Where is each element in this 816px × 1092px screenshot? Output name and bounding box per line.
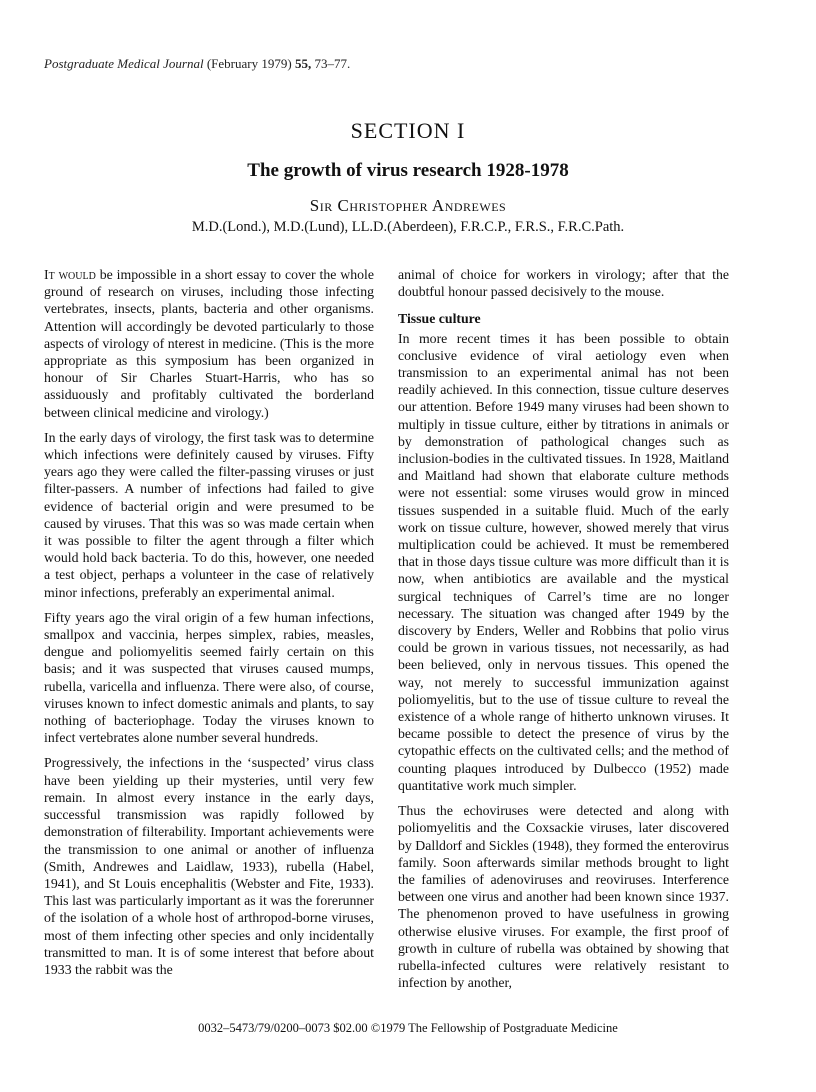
paragraph-echoviruses: Thus the echoviruses were detected and along with poliomyelitis and the Coxsackie viruses, later discovered by Dalldorf and Sickles (1948), they formed the enterovirus family. Soon afterwards similar methods brought to light the families of adenoviruses and reoviruses. Interference between one virus and another had been known since 1937. The phenomenon proved to have usefulness in growing otherwise elusive viruses. For example, the first proof of growth in culture of rubella was obtained by showing that rubella-infected cultures were relatively resistant to infection by another,	[398, 803, 729, 991]
paragraph-progress: Progressively, the infections in the ‘suspected’ virus class have been yielding up their mysteries, until very few remain. In almost every instance in the early days, successful transmission was rapidly followed by demonstration of filterability. Important achievements were the transmission to one animal or another of influenza (Smith, Andrewes and Laidlaw, 1933), rubella (Habel, 1941), and St Louis encephalitis (Webster and Fite, 1933). This last was particularly important as it was the forerunner of the isolation of a whole host of arthropod-borne viruses, most of them infecting other species and only incidentally transmitted to man. It is of some interest that before about 1933 the rabbit was the	[44, 755, 374, 977]
paragraph-intro	[44, 266, 374, 421]
journal-name: Postgraduate Medical Journal	[44, 56, 204, 71]
author-name: Sir Christopher Andrewes	[309, 196, 507, 215]
copyright-footer: 0032–5473/79/0200–0073 $02.00 ©1979 The Fellowship of Postgraduate Medicine	[198, 1021, 618, 1035]
paragraph-early-days: In the early days of virology, the first task was to determine which infections were definitely caused by viruses. Fifty years ago they were called the filter-passing viruses or just filter-passers. A number of infections had failed to give evidence of bacterial origin and were presumed to be caused by viruses. That this was so was made certain when it was possible to filter the agent through a filter which would hold back bacteria. To do this, however, one needed a test object, perhaps a volunteer in the case of relatively minor infections, preferably an experimental animal.	[44, 429, 374, 600]
right-column	[398, 266, 729, 999]
paragraph-progress-continued: animal of choice for workers in virology; after that the doubtful honour passed decisively to the mouse.	[398, 267, 729, 300]
author-qualifications: M.D.(Lond.), M.D.(Lund), LL.D.(Aberdeen), F.R.C.P., F.R.S., F.R.C.Path.	[191, 219, 625, 235]
paragraph-viral-origin: Fifty years ago the viral origin of a few human infections, smallpox and vaccinia, herpes simplex, rabies, measles, dengue and poliomyelitis seemed fairly certain on this basis; and it was suspected that viruses caused mumps, rubella, varicella and influenza. There were also, of course, viruses known to infect domestic animals and plants, to say nothing of bacteriophage. Today the viruses known to infect vertebrates alone number several hundreds.	[44, 609, 374, 746]
journal-volume: 55,	[294, 56, 312, 71]
subheading-tissue-culture: Tissue culture	[398, 311, 481, 327]
intro-text: be impossible in a short essay to cover the whole ground of research on viruses, including those infecting vertebrates, insects, plants, bacteria and other organisms. Attention will accordingly be devoted particularly to those aspects of virology of nterest in medicine. (This is the more appropriate as this symposium has been organized in honour of Sir Charles Stuart-Harris, who has so assiduously and profitably cultivated the borderland between clinical medicine and virology.)	[44, 267, 374, 420]
intro-lead: It would	[44, 267, 96, 282]
left-column	[44, 266, 374, 986]
paragraph-tissue-culture: In more recent times it has been possible to obtain conclusive evidence of viral aetiology even when transmission to an experimental animal has not been readily achieved. In this connection, tissue culture deserves our attention. Before 1949 many viruses had been shown to multiply in tissue culture, either by titrations in animals or by demonstration of pathological changes such as inclusion-bodies in the cultivated tissues. In 1928, Maitland and Maitland had shown that elaborate culture methods were not essential: some viruses would grow in minced tissues suspended in a suitable fluid. Much of the early work on tissue culture, however, showed merely that virus multiplication could be achieved. It must be remembered that in those days tissue culture was more difficult than it is now, when antibiotics are available and the mystical surgical techniques of Carrel’s time are no longer necessary. The situation was changed after 1949 by the discovery by Enders, Weller and Robbins that polio virus could be grown in various tissues, not necessarily, as had been believed, only in nervous tissues. This opened the way, not merely to successful immunization against poliomyelitis, but to the use of tissue culture to reveal the existence of a whole range of hitherto unknown viruses. It became possible to detect the presence of virus by the cytopathic effects on the cultivated cells; and the method of counting plaques introduced by Dulbecco (1952) made quantitative work much simpler.	[398, 330, 729, 793]
paper-title: The growth of virus research 1928-1978	[247, 160, 569, 181]
journal-reference	[44, 56, 350, 72]
journal-pages: 73–77.	[314, 56, 351, 71]
section-label: SECTION I	[350, 118, 466, 143]
journal-issue: (February 1979)	[206, 56, 292, 71]
